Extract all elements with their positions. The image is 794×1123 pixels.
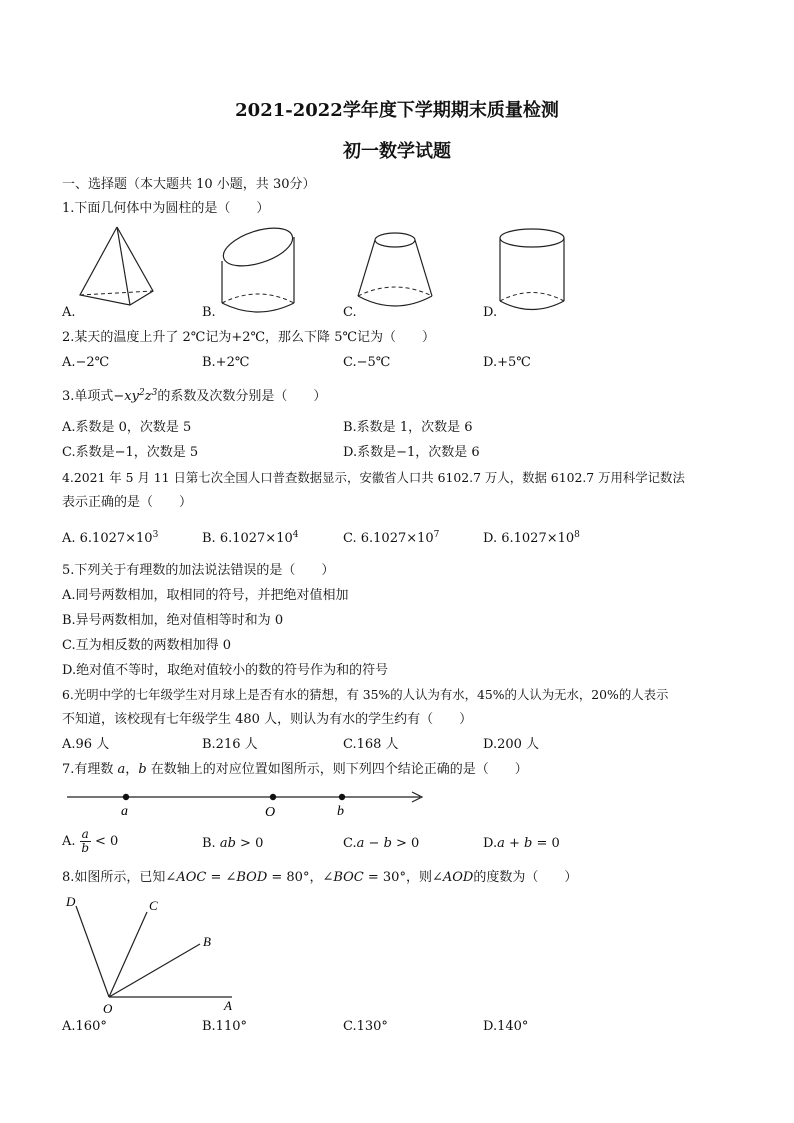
question-2-stem: 2.某天的温度上升了 2℃记为+2℃，那么下降 5℃记为（ ） <box>62 330 436 345</box>
section-heading: 一、选择题（本大题共 10 小题，共 30分） <box>62 177 316 192</box>
q2-option-d: D.+5℃ <box>483 355 531 370</box>
label-b: B <box>203 934 211 949</box>
frustum-figure <box>352 228 442 313</box>
number-line-figure <box>62 787 432 822</box>
q3-option-d: D.系数是−1，次数是 6 <box>343 445 480 460</box>
point-b <box>339 794 345 800</box>
q4-option-d: D. $6.1027\times 10^8$ <box>483 530 580 546</box>
q5-option-d: D.绝对值不等时，取绝对值较小的数的符号作为和的符号 <box>62 663 389 678</box>
q2-option-a: A.−2℃ <box>62 355 110 370</box>
q5-option-b: B.异号两数相加，绝对值相等时和为 0 <box>62 613 284 628</box>
q7-option-c: C.a − b > 0 <box>343 836 420 851</box>
question-3-stem: 3.单项式$-xy^2z^3$的系数及次数分别是（ ） <box>62 388 327 404</box>
question-8-stem: 8.如图所示，已知∠AOC = ∠BOD = 80°，∠BOC = 30°，则∠AOD的度数为（ ） <box>62 870 578 885</box>
q4-option-c: C. $6.1027\times 10^7$ <box>343 530 440 546</box>
q7-option-b: B. ab > 0 <box>202 836 264 851</box>
axis-label-o: O <box>265 805 276 820</box>
q3-option-b: B.系数是 1，次数是 6 <box>343 420 473 435</box>
q1-option-b: B. <box>202 305 216 320</box>
angle-figure <box>62 892 252 1017</box>
question-6-stem-line-2: 不知道，该校现有七年级学生 480 人，则认为有水的学生约有（ ） <box>62 712 473 727</box>
q3-option-a: A.系数是 0，次数是 5 <box>62 420 192 435</box>
q2-option-b: B.+2℃ <box>202 355 250 370</box>
page-title: 2021-2022学年度下学期期末质量检测 <box>235 100 559 121</box>
question-4-stem-line-2: 表示正确的是（ ） <box>62 495 193 510</box>
q8-option-d: D.140° <box>483 1019 529 1034</box>
pyramid-figure <box>75 225 165 310</box>
q5-option-a: A.同号两数相加，取相同的符号，并把绝对值相加 <box>62 588 349 603</box>
question-5-stem: 5.下列关于有理数的加法说法错误的是（ ） <box>62 563 335 578</box>
q3-option-c: C.系数是−1，次数是 5 <box>62 445 199 460</box>
q6-option-a: A.96 人 <box>62 737 110 752</box>
question-6-stem-line-1: 6.光明中学的七年级学生对月球上是否有水的猜想，有 35%的人认为有水，45%的人认为无水，20%的人表示 <box>62 687 669 702</box>
q7-option-d: D.a + b = 0 <box>483 836 560 851</box>
monomial-expression: $-xy^2z^3$ <box>113 388 158 404</box>
q1-option-a: A. <box>62 305 76 320</box>
q7-option-a: A. $\frac{a}{b}$ < 0 <box>62 827 119 855</box>
q8-option-a: A.160° <box>62 1019 107 1034</box>
label-d: D <box>66 894 76 909</box>
q6-option-b: B.216 人 <box>202 737 258 752</box>
angle-condition: ∠AOC = ∠BOD = 80°，∠BOC = 30°，则∠AOD <box>165 870 474 885</box>
q6-option-d: D.200 人 <box>483 737 540 752</box>
question-1-stem: 1.下面几何体中为圆柱的是（ ） <box>62 201 270 216</box>
q4-option-b: B. $6.1027\times 10^4$ <box>202 530 299 546</box>
question-4-stem-line-1: 4.2021 年 5 月 11 日第七次全国人口普查数据显示，安徽省人口共 6102.7 万人，数据 6102.7 万用科学记数法 <box>62 470 685 485</box>
q6-option-c: C.168 人 <box>343 737 399 752</box>
label-o: O <box>103 1001 113 1016</box>
point-a <box>123 794 129 800</box>
cylinder-figure <box>495 226 575 316</box>
point-o <box>270 794 276 800</box>
q8-option-c: C.130° <box>343 1019 388 1034</box>
label-a: A <box>224 998 232 1013</box>
q2-option-c: C.−5℃ <box>343 355 391 370</box>
q1-option-d: D. <box>483 305 498 320</box>
label-c: C <box>149 898 158 913</box>
question-7-stem: 7.有理数 a，b 在数轴上的对应位置如图所示，则下列四个结论正确的是（ ） <box>62 762 528 777</box>
axis-label-a: a <box>121 804 128 819</box>
slanted-cylinder-figure <box>215 225 305 315</box>
q1-option-c: C. <box>343 305 357 320</box>
q4-option-a: A. $6.1027\times 10^3$ <box>62 530 159 546</box>
page-subtitle: 初一数学试题 <box>343 141 451 162</box>
axis-label-b: b <box>337 804 344 819</box>
q5-option-c: C.互为相反数的两数相加得 0 <box>62 638 232 653</box>
q8-option-b: B.110° <box>202 1019 247 1034</box>
